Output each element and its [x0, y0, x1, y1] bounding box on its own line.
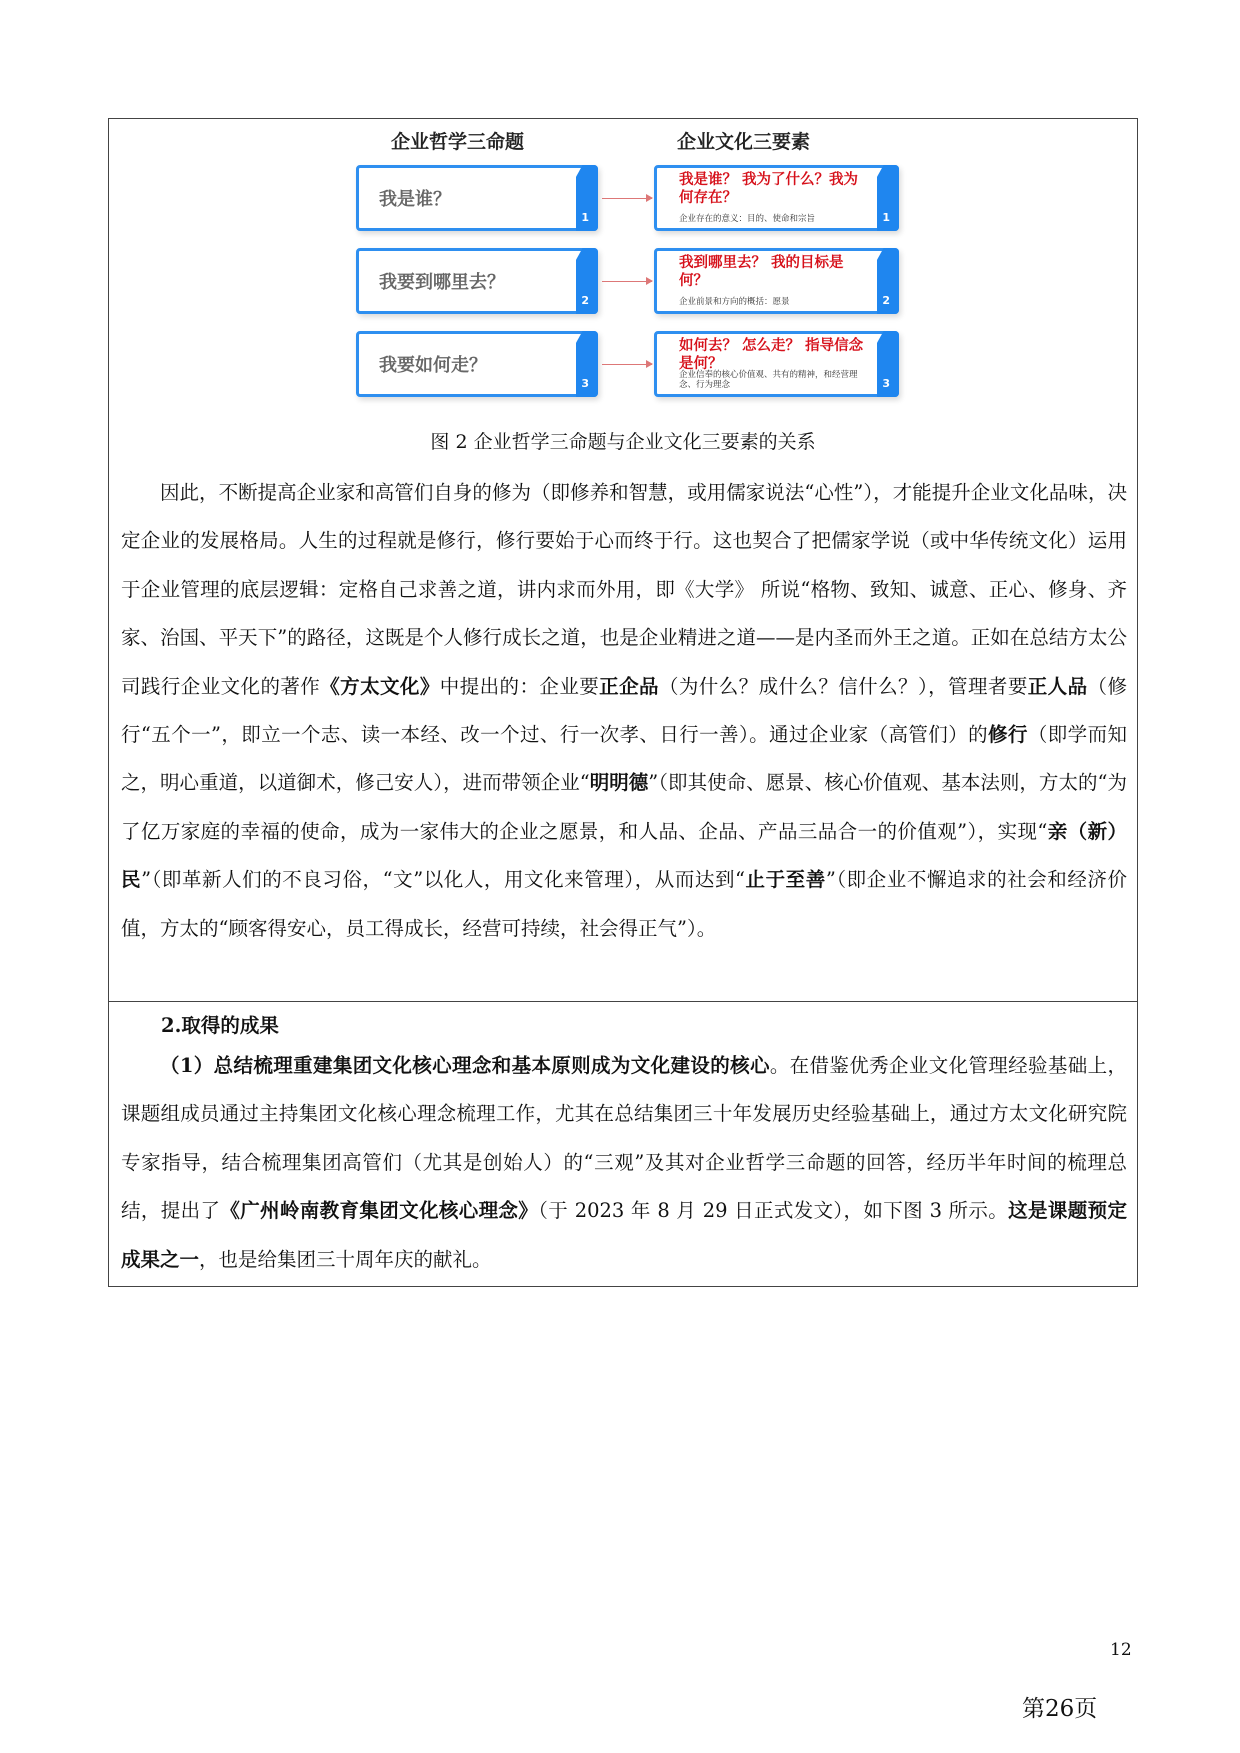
bold-lead: （1）总结梳理重建集团文化核心理念和基本原则成为文化建设的核心 — [160, 1054, 770, 1077]
element-headline: 我到哪里去？ 我的目标是何？ — [679, 255, 844, 289]
proposition-text: 我要到哪里去？ — [379, 272, 505, 293]
item-number: 2 — [882, 294, 890, 307]
page-footer: 第26页 — [1022, 1696, 1098, 1722]
text-run: （即学而知之，明心重道，以道御术，修己安人），进而带领企业“ — [121, 723, 1127, 795]
arrow-3 — [602, 364, 652, 365]
proposition-box-2 — [356, 248, 598, 314]
section-title: 2.取得的成果 — [161, 1014, 279, 1037]
figure-caption: 图 2 企业哲学三命题与企业文化三要素的关系 — [430, 431, 816, 453]
item-number: 2 — [581, 294, 589, 307]
text-run: （修行“五个一”，即立一个志、读一本经、改一个过、行一次孝、日行一善）。通过企业家（高管们）的 — [121, 674, 1127, 747]
bold-term: 明明德 — [589, 771, 649, 795]
bold-term: 正企品 — [599, 674, 659, 698]
proposition-text: 我是谁？ — [379, 189, 451, 210]
element-box-3 — [654, 331, 899, 397]
page-number: 12 — [1110, 1640, 1132, 1660]
text-run: （为什么？成什么？信什么？），管理者要 — [658, 674, 1028, 698]
element-headline: 如何去？ 怎么走？ 指导信念是何？ — [679, 338, 864, 372]
arrow-1 — [602, 198, 652, 199]
bold-term: 止于至善 — [744, 868, 826, 892]
text-run: 因此，不断提高企业家和高管们自身的修为（即修养和智慧，或用儒家说法“心性”），才能提升企业文化品味，决定企业的发展格局。人生的过程就是修行，修行要始于心而终于行。这也契合了把儒家学说（或中华传统文化）运用于企业管理的底层逻辑：定格自己求善之道，讲内求而外用，即《大学》 所说“格物、致知、诚意、正心、修身、齐家、治国、平天下”的路径，这既是个人修行成长之道，也是企业精进之道——是内圣而外王之道。正如在总结方太公司践行企业文化的著作 — [121, 481, 1127, 698]
bold-term: 这是课题预定成果之一 — [121, 1199, 1127, 1271]
item-number: 1 — [581, 211, 589, 224]
element-box-2 — [654, 248, 899, 314]
arrow-2 — [602, 281, 652, 282]
text-run: 。在借鉴优秀企业文化管理经验基础上，课题组成员通过主持集团文化核心理念梳理工作，尤其在总结集团三十年发展历史经验基础上，通过方太文化研究院专家指导，结合梳理集团高管们（尤其是创始人）的“三观”及其对企业哲学三命题的回答，经历半年时间的梳理总结，提出了 — [121, 1054, 1127, 1223]
body-paragraph-1 — [121, 469, 1127, 953]
element-headline: 我是谁？ 我为了什么？我为何存在？ — [679, 172, 859, 206]
bold-term: 正人品 — [1027, 674, 1088, 698]
text-run: ”（即企业不懈追求的社会和经济价值，方太的“顾客得安心，员工得成长，经营可持续，社会得正气”）。 — [121, 868, 1127, 940]
table-cell-figure — [109, 119, 1137, 1002]
bold-term: 亲（新）民 — [121, 819, 1127, 892]
text-run: ”（即其使命、愿景、核心价值观、基本法则，方太的“为了亿万家庭的幸福的使命，成为一家伟大的企业之愿景，和人品、企品、产品三品合一的价值观”），实现“ — [121, 771, 1127, 843]
text-run: （于 2023 年 8 月 29 日正式发文），如下图 3 所示。 — [538, 1199, 1009, 1223]
proposition-box-3 — [356, 331, 598, 397]
figure-2 — [349, 119, 929, 409]
proposition-box-1 — [356, 165, 598, 231]
item-number: 1 — [882, 211, 890, 224]
element-subtext: 企业前景和方向的概括：愿景 — [679, 297, 790, 307]
text-run: ”（即革新人们的不良习俗，“文”以化人，用文化来管理），从而达到“ — [141, 868, 745, 892]
table-cell-results — [109, 1002, 1137, 1286]
left-column-title: 企业哲学三命题 — [391, 131, 525, 153]
content-table — [108, 118, 1138, 1287]
element-subtext: 企业信奉的核心价值观、共有的精神，和经营理念、行为理念 — [679, 370, 858, 390]
proposition-text: 我要如何走？ — [379, 355, 487, 376]
bold-book-title: 《广州岭南教育集团文化核心理念》 — [220, 1199, 539, 1223]
text-run: 中提出的：企业要 — [439, 674, 600, 698]
bold-book-title: 《方太文化》 — [320, 674, 440, 698]
bold-term: 修行 — [988, 723, 1028, 747]
item-number: 3 — [581, 377, 589, 390]
element-subtext: 企业存在的意义：目的、使命和宗旨 — [679, 214, 816, 224]
item-number: 3 — [882, 377, 890, 390]
element-box-1 — [654, 165, 899, 231]
right-column-title: 企业文化三要素 — [677, 131, 811, 153]
text-run: ，也是给集团三十周年庆的献礼。 — [199, 1247, 492, 1271]
body-paragraph-2 — [121, 1042, 1127, 1284]
